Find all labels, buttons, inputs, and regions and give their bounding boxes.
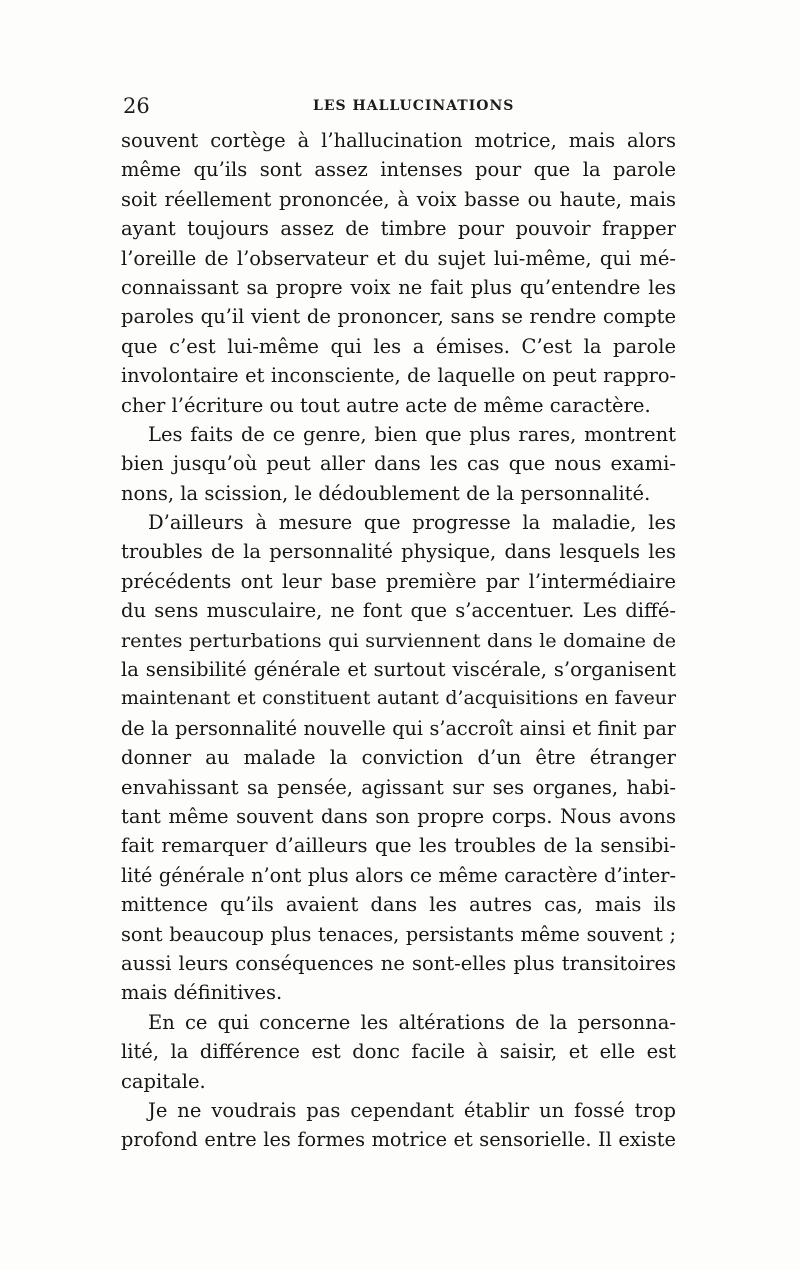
text-line: ayant toujours assez de timbre pour pouvoir frapper (121, 217, 676, 241)
text-line: profond entre les formes motrice et sensorielle. Il existe (121, 1128, 676, 1152)
page-number: 26 (123, 94, 150, 118)
paragraph-start-line: D’ailleurs à mesure que progresse la maladie, les (148, 511, 676, 535)
text-line: envahissant sa pensée, agissant sur ses organes, habi- (121, 775, 676, 799)
running-title: LES HALLUCINATIONS (313, 98, 515, 114)
text-line: troubles de la personnalité physique, dans lesquels les (121, 540, 676, 564)
text-line: même qu’ils sont assez intenses pour que la parole (121, 158, 676, 182)
text-line: de la personnalité nouvelle qui s’accroît ainsi et finit par (121, 716, 676, 740)
text-line: mais définitives. (121, 981, 283, 1005)
text-line: involontaire et inconsciente, de laquelle on peut rappro- (121, 364, 676, 388)
text-line: fait remarquer d’ailleurs que les troubles de la sensibi- (121, 834, 676, 858)
paragraph-start-line: Je ne voudrais pas cependant établir un fossé trop (148, 1098, 676, 1122)
text-line: lité générale n’ont plus alors ce même caractère d’inter- (121, 863, 676, 887)
text-line: l’oreille de l’observateur et du sujet lui-même, qui mé- (121, 246, 676, 270)
text-line: aussi leurs conséquences ne sont-elles plus transitoires (121, 951, 676, 975)
paragraph-start-line: Les faits de ce genre, bien que plus rares, montrent (148, 422, 676, 446)
text-line: cher l’écriture ou tout autre acte de même caractère. (121, 393, 651, 417)
text-line: souvent cortège à l’hallucination motrice, mais alors (121, 129, 676, 152)
text-line: donner au malade la conviction d’un être étranger (121, 746, 676, 770)
text-line: la sensibilité générale et surtout viscérale, s’organisent (121, 658, 676, 682)
text-line: soit réellement prononcée, à voix basse ou haute, mais (121, 187, 676, 211)
text-line: connaissant sa propre voix ne fait plus qu’entendre les (121, 275, 676, 299)
text-line: capitale. (121, 1069, 206, 1093)
text-line: tant même souvent dans son propre corps. Nous avons (121, 804, 676, 828)
text-line: maintenant et constituent autant d’acquisitions en faveur (121, 687, 676, 710)
text-line: précédents ont leur base première par l’intermédiaire (121, 569, 676, 593)
page-header (123, 92, 678, 122)
text-line: mittence qu’ils avaient dans les autres cas, mais ils (121, 893, 676, 917)
body-text (121, 126, 676, 1155)
text-line: paroles qu’il vient de prononcer, sans se rendre compte (121, 305, 676, 329)
text-line: sont beaucoup plus tenaces, persistants même souvent ; (121, 922, 676, 946)
text-line: bien jusqu’où peut aller dans les cas que nous exami- (121, 452, 676, 476)
paragraph-start-line: En ce qui concerne les altérations de la personna- (148, 1010, 676, 1034)
text-line: du sens musculaire, ne font que s’accentuer. Les diffé- (121, 599, 676, 623)
text-line: lité, la différence est donc facile à saisir, et elle est (121, 1040, 676, 1064)
text-line: nons, la scission, le dédoublement de la personnalité. (121, 481, 651, 505)
text-line: que c’est lui-même qui les a émises. C’est la parole (121, 334, 676, 358)
text-line: rentes perturbations qui surviennent dans le domaine de (121, 628, 676, 652)
